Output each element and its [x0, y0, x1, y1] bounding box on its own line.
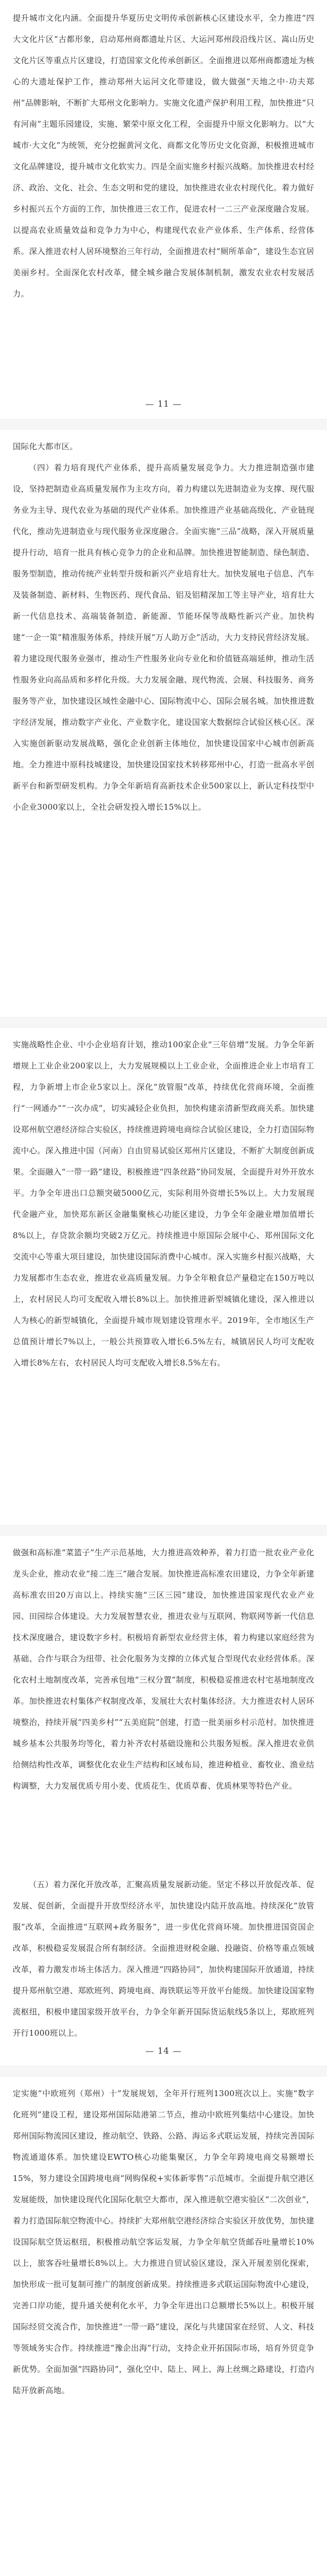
page-2	[0, 428, 327, 1012]
paragraph: （四）着力培育现代产业体系，提升高质量发展竞争力。大力推进制造强市建设，坚持把制造业高质量发展作为主攻方向，着力构建以先进制造业为支撑、现代服务业为主导、现代农业为基础的现代产业体系。加快推进产业基础高级化、产业链现代化，推动先进制造业与现代服务业深度融合。全面实施“三品”战略，深入开展质量提升行动，培育一批具有核心竞争力的企业和品牌。加快推进智能制造、绿色制造、服务型制造，推动传统产业转型升级和新兴产业培育壮大。加快发展电子信息、汽车及装备制造、新材料、生物医药、现代食品、铝及铝精深加工等主导产业，培育壮大新一代信息技术、高端装备制造、新能源、节能环保等战略性新兴产业。加快构建“一企一策”精准服务体系，持续开展“万人助万企”活动，大力支持民营经济发展。着力建设现代服务业强市，推动生产性服务业向专业化和价值链高端延伸，推动生活性服务业向高品质和多样化升级。大力发展金融、现代物流、会展、科技服务、商务服务等产业，加快建设区域性金融中心、国际物流中心、国际会展名城。加快推进数字经济发展，推动数字产业化、产业数字化，建设国家大数据综合试验区核心区。深入实施创新驱动发展战略，强化企业创新主体地位，加快建设国家中心城市创新高地。全力推进中原科技城建设，加快建设国家技术转移郑州中心，打造一批高水平创新平台和新型研发机构。力争全年新培育高新技术企业500家以上，新认定科技型中小企业3000家以上，全社会研发投入增长15%以上。	[13, 463, 314, 812]
page-divider	[0, 1525, 327, 1536]
page-divider	[0, 1017, 327, 1028]
paragraph: 国际化大都市区。	[13, 442, 78, 451]
page-divider	[0, 419, 327, 430]
paragraph: 提升城市文化内涵。全面提升华夏历史文明传承创新核心区建设水平，全力推进“四大文化片区”古都形象，启动郑州商都遗址片区、大运河郑州段沿线片区、嵩山历史文化片区等重点片区建设，打造国家文化传承创新区。全面推进以郑州商都遗址为核心的大遗址保护工作，推动郑州大运河文化带建设，做大做强“天地之中·功夫郑州”品牌影响，不断扩大郑州文化影响力。实施文化遗产保护利用工程，加快推进“只有河南”主题乐园建设，实施、繁荣中原文化工程，全面提升中原文化影响力。以“大城市·大文化”为统领，充分挖掘黄河文化、商都文化等历史文化资源，积极推进城市文化品牌建设，提升城市文化软实力。四是全面实施乡村振兴战略。加快推进农村经济、政治、文化、社会、生态文明和党的建设，加快推进农业农村现代化。着力做好乡村振兴五个方面的工作，加快推进三农工作，促进农村一二三产业深度融合发展。以提高农业质量效益和竞争力为中心，构建现代农业产业体系、生产体系、经营体系。深入推进农村人居环境整治三年行动，全面推进农村“厕所革命”，建设生态宜居美丽乡村。全面深化农村改革，健全城乡融合发展体制机制，激发农业农村发展活力。	[13, 13, 314, 299]
page-number: — 14 —	[145, 2046, 182, 2056]
page-4	[0, 1535, 327, 1863]
page-3	[0, 1027, 327, 1520]
paragraph: 做强和高标准“菜篮子”生产示范基地，大力推进高效种养，着力打造一批农业产业化龙头企业，推动农业“接二连三”融合发展。加快推进高标准农田建设，力争全年新建高标准农田20万亩以上。持续实施“三区三园”建设，加快推进国家现代农业产业园、田园综合体建设。大力发展智慧农业，推进农业与互联网、物联网等新一代信息技术深度融合，建设数字乡村。积极培育新型农业经营主体，着力构建以家庭经营为基础、合作与联合为纽带、社会化服务为支撑的立体式复合型现代农业经营体系。深化农村土地制度改革，完善承包地“三权分置”制度，积极稳妥推进农村宅基地制度改革。加快推进农村集体产权制度改革，发展壮大农村集体经济。大力推进农村人居环境整治，持续开展“四美乡村”“五美庭院”创建，打造一批美丽乡村示范村。加快推进城乡基本公共服务均等化，着力补齐农村基础设施和公共服务短板。深入推进农业供给侧结构性改革，调整优化农业生产结构和区域布局，推进种植业、畜牧业、渔业结构调整，大力发展优质专用小麦、优质花生、优质草畜、优质林果等特色产业。	[13, 1548, 314, 1791]
page-1	[0, 0, 327, 399]
page-6	[0, 2075, 327, 2574]
paragraph: 定实施“中欧班列（郑州）十”发展规划，全年开行班列1300班次以上。实施“数字化班列”建设工程，建设郑州国际陆港第二节点，推动中欧班列集结中心建设。加快郑州国际物流园区建设，推动航空、铁路、公路、海运多式联运发展，持续完善国际物流通道体系。加快建设EWTO核心功能集聚区，力争全年跨境电商交易额增长15%，努力建设全国跨境电商“网购保税+实体新零售”示范城市。全面提升航空港区发展能级，加快建设现代化国际化航空大都市，深入推进航空港实验区“二次创业”，着力打造国际航空物流中心。持续扩大郑州航空港经济综合实验区开放优势，加快建设国际航空货运枢纽，积极推动航空客运发展，力争全年航空货邮吞吐量增长10%以上，旅客吞吐量增长8%以上。大力推进自贸试验区建设，深入开展差别化探索，加快形成一批可复制可推广的制度创新成果。持续推进多式联运国际物流中心建设，完善口岸功能，提升通关便利化水平，力争全年进出口总额增长5%以上。积极开展国际经贸交流合作，加快推进“一带一路”建设，深化与共建国家在经贸、人文、科技等领域务实合作。持续推进“豫企出海”行动，支持企业开拓国际市场，培育外贸竞争新优势。全面加强“四路协同”，强化空中、陆上、网上、海上丝绸之路建设，打造内陆开放新高地。	[13, 2089, 314, 2395]
paragraph: 实施战略性企业、中小企业培育计划，推动100家企业“三年倍增”发展。力争全年新增规上工业企业200家以上，大力发展规模以上工业企业，全面推进企业上市培育工程，力争新增上市企业5家以上。深化“放管服”改革，持续优化营商环境，全面推行“一网通办”“一次办成”，切实减轻企业负担，加快构建亲清新型政商关系。加快建设郑州航空港经济综合实验区，持续推进跨境电商综合试验区建设，全力打造国际物流中心。深入推进中国（河南）自由贸易试验区郑州片区建设，不断扩大制度创新成果。全面融入“一带一路”建设，积极推进“四条丝路”协同发展，全面提升对外开放水平。力争全年进出口总额突破5000亿元，实际利用外资增长5%以上。大力发展现代金融产业，加快郑东新区金融集聚核心功能区建设，力争全年金融业增加值增长8%以上，存贷款余额均突破2万亿元。持续推进中原国际会展中心、郑州国际文化交流中心等重大项目建设，加快建设国际消费中心城市。深入实施乡村振兴战略，大力发展都市生态农业，推进农业高质量发展。力争全年粮食总产量稳定在150万吨以上，农村居民人均可支配收入增长8%以上。加快推进新型城镇化建设，深入推进以人为核心的新型城镇化，全面提升城市规划建设管理水平。2019年，全市地区生产总值预计增长7%以上，一般公共预算收入增长6.5%左右，城镇居民人均可支配收入增长8%左右，农村居民人均可支配收入增长8.5%左右。	[13, 1040, 314, 1368]
paragraph: （五）着力深化开放改革，汇聚高质量发展新动能。坚定不移以开放促改革、促发展、促创新，全面提升开放型经济水平，加快建设内陆开放高地。持续深化“放管服”改革，全面推进“互联网+政务服务”，进一步优化营商环境。加快推进国资国企改革，积极稳妥发展混合所有制经济。全面推进财税金融、投融资、价格等重点领域改革，着力激发市场主体活力。深入推进“四路协同”，加快构建国际开放通道，持续提升郑州航空港、郑欧班列、跨境电商、海铁联运等开放平台能级。加快建设国家物流枢纽，积极申建国家级开放平台，力争全年新开国际货运航线5条以上，郑欧班列开行1000班以上。	[13, 1880, 314, 2038]
page-5	[0, 1867, 327, 2041]
page-divider	[0, 2066, 327, 2076]
page-number: — 11 —	[145, 399, 182, 409]
